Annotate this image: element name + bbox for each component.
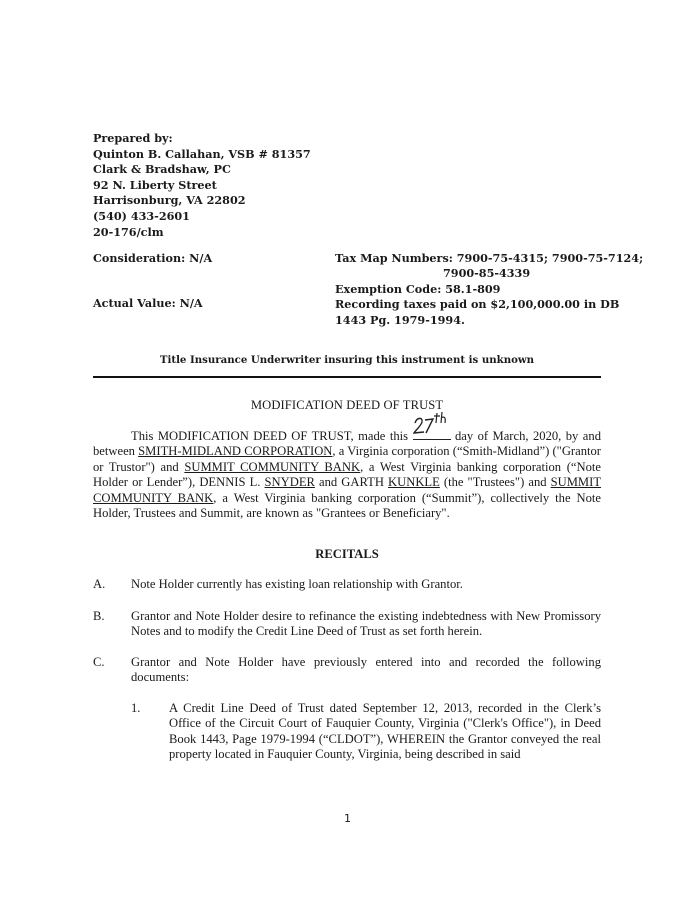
- preparer-file-number: 20-176/clm: [93, 224, 164, 239]
- handwritten-27th-icon: [411, 411, 455, 435]
- sub-item-1-text: A Credit Line Deed of Trust dated September 12, 2013, recorded in the Clerk’s Office of the Circuit Court of Fauquier County, Virginia ("Clerk's Office"), in Deed Book 1443, Page 1979-1994 (“CLDOT”), WHEREIN the Grantor conveyed the real property located in Fauquier County, Virginia, being described in said: [169, 701, 601, 762]
- recording-taxes-cont: 1443 Pg. 1979-1994.: [335, 312, 465, 327]
- opening-text-3: , a Virginia corporation (“Smith-Midland”) ("Grantor or Trustor") and: [93, 444, 601, 474]
- handwritten-day: [413, 425, 451, 440]
- recital-c-mark: C.: [93, 655, 105, 669]
- trustee-snyder: SNYDER: [264, 475, 315, 490]
- party-summit-bank: SUMMIT COMMUNITY BANK: [184, 459, 361, 474]
- recital-c-text: Grantor and Note Holder have previously entered into and recorded the following documents:: [131, 655, 601, 685]
- recording-taxes: Recording taxes paid on $2,100,000.00 in DB: [335, 297, 620, 312]
- party-summit-bank-2: SUMMIT COMMUNITY BANK: [93, 475, 602, 505]
- opening-text-2: day of March, 2020, by and between: [93, 429, 601, 459]
- horizontal-rule: [93, 376, 601, 378]
- preparer-street: 92 N. Liberty Street: [93, 177, 217, 192]
- party-smith-midland: SMITH-MIDLAND CORPORATION: [138, 444, 333, 459]
- trustee-kunkle: KUNKLE: [388, 475, 440, 490]
- preparer-phone: (540) 433-2601: [93, 208, 190, 223]
- opening-text-4: , a West Virginia banking corporation (“Note Holder or Lender”), DENNIS L.: [93, 459, 601, 490]
- prepared-by-heading: Prepared by:: [93, 131, 173, 145]
- recitals-heading: RECITALS: [315, 547, 379, 561]
- opening-text-1: This MODIFICATION DEED OF TRUST, made this: [131, 429, 413, 443]
- consideration: Consideration: N/A: [93, 251, 213, 265]
- prepared-by-block: [93, 131, 311, 240]
- recital-b-text: Grantor and Note Holder desire to refinance the existing indebtedness with New Promissory Notes and to modify the Credit Line Deed of Trust as set forth herein.: [131, 609, 601, 639]
- preparer-firm: Clark & Bradshaw, PC: [93, 162, 231, 177]
- opening-text-6: (the "Trustees") and: [439, 475, 551, 490]
- recital-a-text: Note Holder currently has existing loan relationship with Grantor.: [131, 577, 463, 591]
- opening-text-7: , a West Virginia banking corporation (“Summit”), collectively the Note Holder, Trustees and Summit, are known as "Grantees or Beneficiary".: [93, 490, 601, 521]
- preparer-name: Quinton B. Callahan, VSB # 81357: [93, 146, 311, 161]
- document-title: MODIFICATION DEED OF TRUST: [250, 398, 444, 412]
- tax-map-numbers: Tax Map Numbers: 7900-75-4315; 7900-75-7124;: [335, 251, 644, 265]
- recital-b-mark: B.: [93, 609, 105, 623]
- title-insurance-note: Title Insurance Underwriter insuring this instrument is unknown: [159, 354, 535, 366]
- recital-a-mark: A.: [93, 577, 106, 591]
- exemption-code: Exemption Code: 58.1-809: [335, 281, 501, 296]
- page-number: 1: [344, 812, 351, 825]
- sub-item-1-mark: 1.: [131, 701, 141, 715]
- opening-text-5: and GARTH: [314, 475, 389, 490]
- tax-map-numbers-cont: 7900-85-4339: [443, 266, 531, 281]
- actual-value: Actual Value: N/A: [93, 296, 203, 310]
- tax-info-block: [335, 251, 644, 328]
- preparer-city: Harrisonburg, VA 22802: [93, 193, 246, 208]
- opening-paragraph: [93, 425, 601, 521]
